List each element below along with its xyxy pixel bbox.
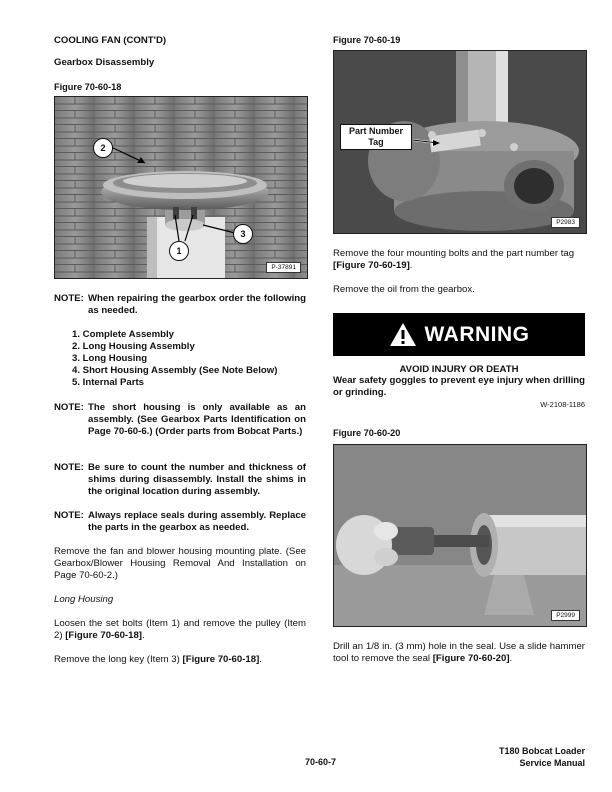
list-item: 4. Short Housing Assembly (See Note Below) xyxy=(72,365,278,376)
note-text: Always replace seals during assembly. Replace the parts in the gearbox as needed. xyxy=(88,510,306,533)
note-label: NOTE: xyxy=(54,510,84,521)
paragraph-remove-fan: Remove the fan and blower housing mounting plate. (See Gearbox/Blower Housing Removal And Installation on Page 70-60-2.) xyxy=(54,546,306,581)
part-number-tag-label: Part Number Tag xyxy=(340,124,412,150)
note-repair-order xyxy=(54,293,306,317)
figure-ref-link[interactable]: [Figure 70-60-20] xyxy=(432,653,510,664)
para-text: Drill an 1/8 in. (3 mm) hole in the seal. Use a slide hammer tool to remove the seal xyxy=(333,641,585,664)
para-text: Remove the four mounting bolts and the part number tag xyxy=(333,248,575,259)
page-number: 70-60-7 xyxy=(305,757,337,767)
note-text: When repairing the gearbox order the following as needed. xyxy=(88,293,306,316)
warning-triangle-icon xyxy=(389,322,417,347)
para-end: . xyxy=(141,630,145,641)
callout-2: 2 xyxy=(93,138,113,158)
subsection-title: Gearbox Disassembly xyxy=(54,57,155,68)
callout-3: 3 xyxy=(233,224,253,244)
warning-text: Wear safety goggles to prevent eye injury when drilling or grinding. xyxy=(333,375,585,398)
figure-label-20: Figure 70-60-20 xyxy=(333,428,401,438)
para-text: Remove the long key (Item 3) xyxy=(54,654,183,665)
figure-70-60-18-photo xyxy=(54,96,308,279)
note-label: NOTE: xyxy=(54,293,84,304)
photo-code-20: P2999 xyxy=(551,610,580,621)
list-item: 2. Long Housing Assembly xyxy=(72,341,195,352)
list-item: 3. Long Housing xyxy=(72,353,148,364)
note-seals xyxy=(54,510,306,534)
figure-label-18: Figure 70-60-18 xyxy=(54,82,122,92)
paragraph-loosen-set-bolts xyxy=(54,618,306,642)
note-label: NOTE: xyxy=(54,402,84,413)
warning-subtitle: AVOID INJURY OR DEATH xyxy=(399,364,519,375)
note-text: The short housing is only available as an assembly. (See Gearbox Parts Identification on Page 70-60-6.) (Order parts from Bobcat Parts.) xyxy=(88,402,306,437)
photo-code-19: P2983 xyxy=(551,217,580,228)
figure-ref-link[interactable]: [Figure 70-60-18] xyxy=(182,654,260,665)
warning-banner xyxy=(333,313,585,356)
callout-1: 1 xyxy=(169,241,189,261)
italic-heading-long-housing: Long Housing xyxy=(54,594,114,605)
list-item: 1. Complete Assembly xyxy=(72,329,175,340)
note-label: NOTE: xyxy=(54,462,84,473)
photo-code-18: P-37891 xyxy=(266,262,301,273)
figure-ref-link[interactable]: [Figure 70-60-19] xyxy=(333,260,410,271)
manual-title: T180 Bobcat Loader xyxy=(498,746,585,756)
para-end: . xyxy=(509,653,513,664)
paragraph-remove-oil: Remove the oil from the gearbox. xyxy=(333,284,475,295)
parts-order-list xyxy=(72,329,306,389)
note-shims xyxy=(54,462,306,498)
para-text: Loosen the set bolts (Item 1) and remove the pulley (Item 2) xyxy=(54,618,306,641)
figure-70-60-20-photo xyxy=(333,444,587,627)
note-short-housing xyxy=(54,402,306,438)
note-text: Be sure to count the number and thickness of shims during disassembly. Install the shims in the original location during assembly. xyxy=(88,462,306,497)
paragraph-remove-mounting-bolts xyxy=(333,248,585,272)
paragraph-remove-long-key xyxy=(54,654,306,666)
manual-title-block xyxy=(460,745,585,769)
para-end: . xyxy=(259,654,262,665)
section-title: COOLING FAN (CONT'D) xyxy=(54,35,167,46)
para-end: . xyxy=(409,260,413,271)
warning-title: WARNING xyxy=(424,322,530,346)
list-item: 5. Internal Parts xyxy=(72,377,144,388)
warning-code: W-2108-1186 xyxy=(540,400,585,409)
figure-70-60-19-photo xyxy=(333,50,587,234)
manual-subtitle: Service Manual xyxy=(519,758,585,768)
paragraph-drill-seal xyxy=(333,641,585,665)
figure-label-19: Figure 70-60-19 xyxy=(333,35,401,45)
seal-removal-photo-illustration xyxy=(334,445,586,626)
figure-ref-link[interactable]: [Figure 70-60-18] xyxy=(65,630,142,641)
